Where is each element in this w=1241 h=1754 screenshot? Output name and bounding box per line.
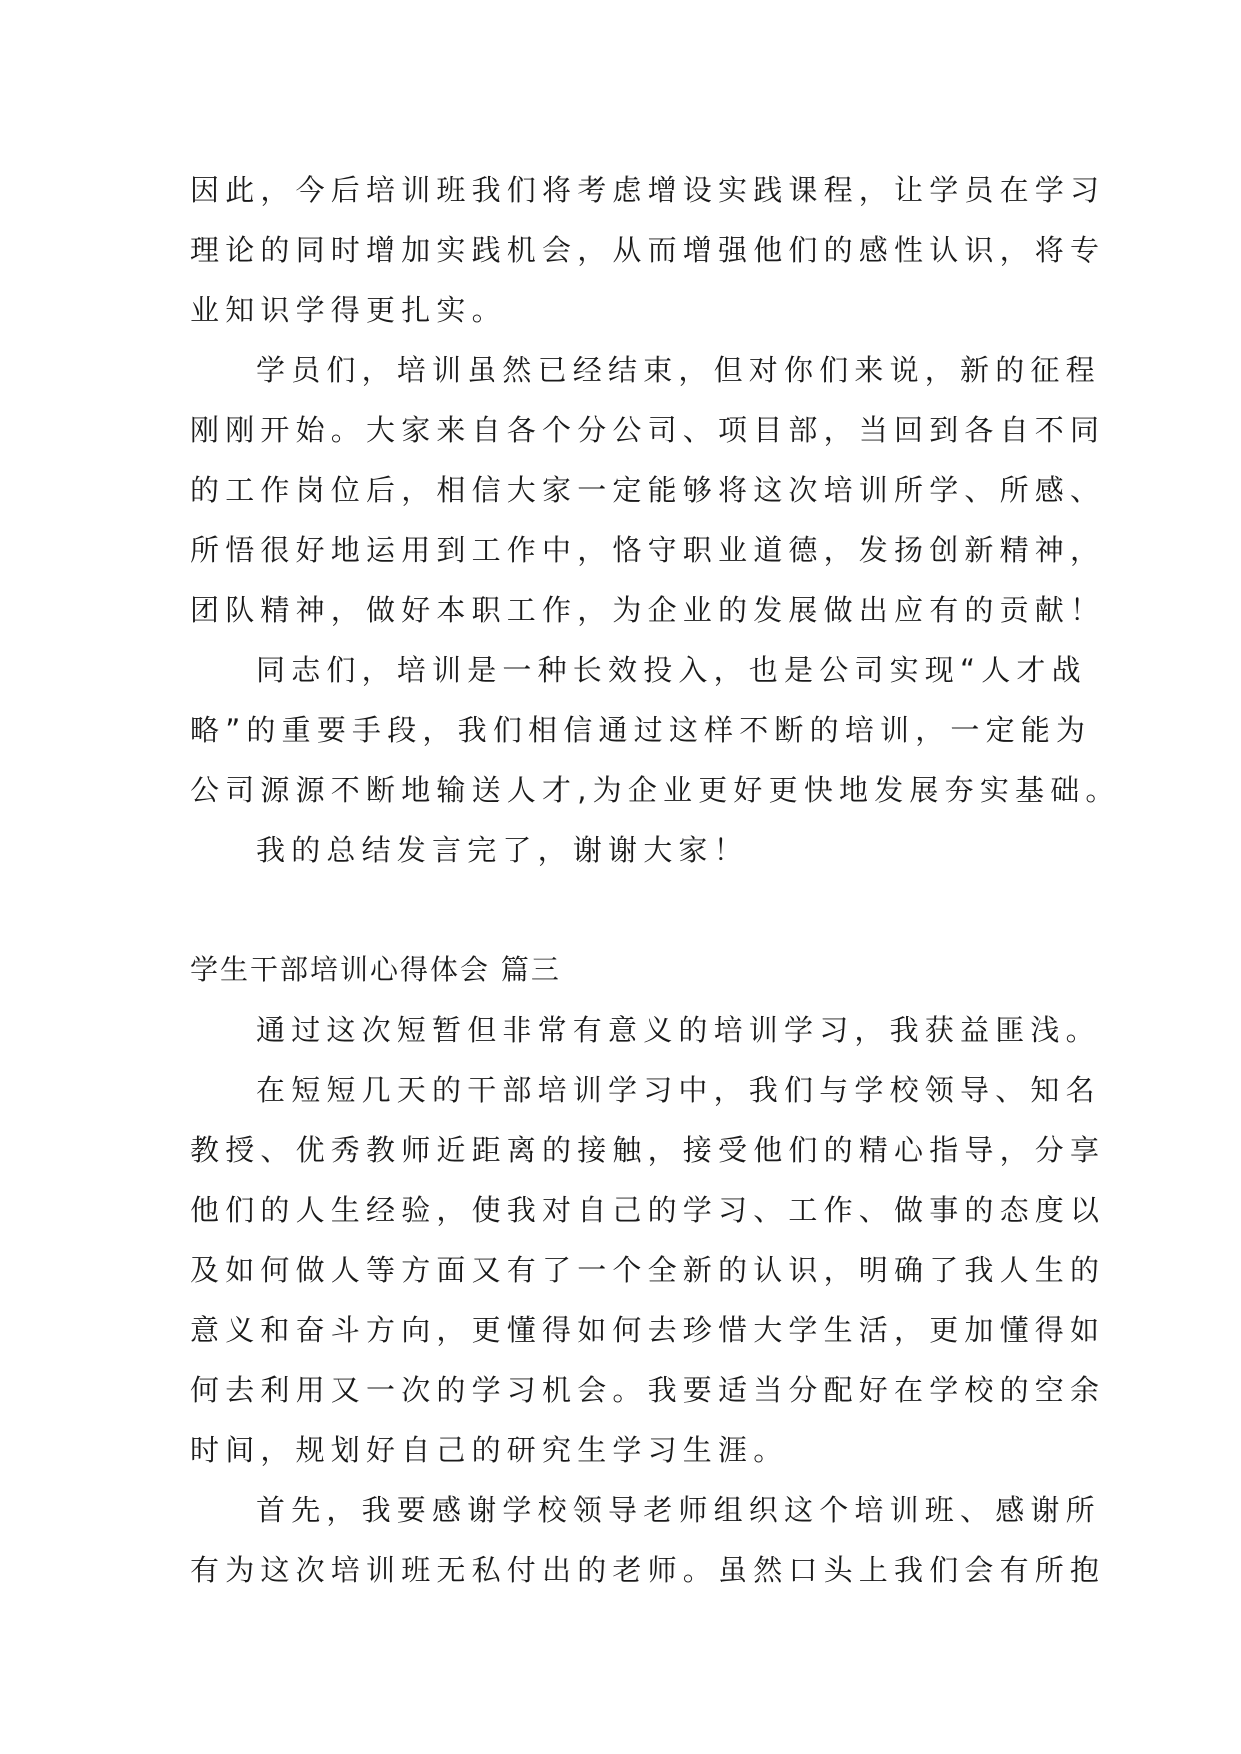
text-line: 略”的重要手段，我们相信通过这样不断的培训，一定能为 <box>190 713 1092 747</box>
text-line: 教授、优秀教师近距离的接触，接受他们的精心指导，分享 <box>190 1133 1106 1167</box>
text-line: 理论的同时增加实践机会，从而增强他们的感性认识，将专 <box>190 233 1106 267</box>
text-line: 有为这次培训班无私付出的老师。虽然口头上我们会有所抱 <box>190 1553 1106 1587</box>
text-line: 因此，今后培训班我们将考虑增设实践课程，让学员在学习 <box>190 173 1106 207</box>
text-line: 及如何做人等方面又有了一个全新的认识，明确了我人生的 <box>190 1253 1106 1287</box>
text-line: 通过这次短暂但非常有意义的培训学习，我获益匪浅。 <box>256 1013 1101 1047</box>
text-line: 团队精神，做好本职工作，为企业的发展做出应有的贡献！ <box>190 593 1106 627</box>
document-body <box>190 160 1121 1600</box>
text-line: 何去利用又一次的学习机会。我要适当分配好在学校的空余 <box>190 1373 1106 1407</box>
text-line: 在短短几天的干部培训学习中，我们与学校领导、知名 <box>256 1073 1101 1107</box>
text-line: 刚刚开始。大家来自各个分公司、项目部，当回到各自不同 <box>190 413 1106 447</box>
section-gap <box>190 880 1070 940</box>
section-heading: 学生干部培训心得体会 篇三 <box>190 953 561 986</box>
text-line: 学员们，培训虽然已经结束，但对你们来说，新的征程 <box>256 353 1101 387</box>
text-line: 业知识学得更扎实。 <box>190 293 507 327</box>
text-line: 意义和奋斗方向，更懂得如何去珍惜大学生活，更加懂得如 <box>190 1313 1106 1347</box>
text-line: 首先，我要感谢学校领导老师组织这个培训班、感谢所 <box>256 1493 1101 1527</box>
text-line: 我的总结发言完了，谢谢大家！ <box>256 833 749 867</box>
text-line: 同志们，培训是一种长效投入，也是公司实现“人才战 <box>256 653 1087 687</box>
text-line: 所悟很好地运用到工作中，恪守职业道德，发扬创新精神， <box>190 533 1106 567</box>
text-line: 的工作岗位后，相信大家一定能够将这次培训所学、所感、 <box>190 473 1106 507</box>
text-line: 他们的人生经验，使我对自己的学习、工作、做事的态度以 <box>190 1193 1106 1227</box>
text-line: 时间，规划好自己的研究生学习生涯。 <box>190 1433 789 1467</box>
text-line: 公司源源不断地输送人才,为企业更好更快地发展夯实基础。 <box>190 773 1121 807</box>
